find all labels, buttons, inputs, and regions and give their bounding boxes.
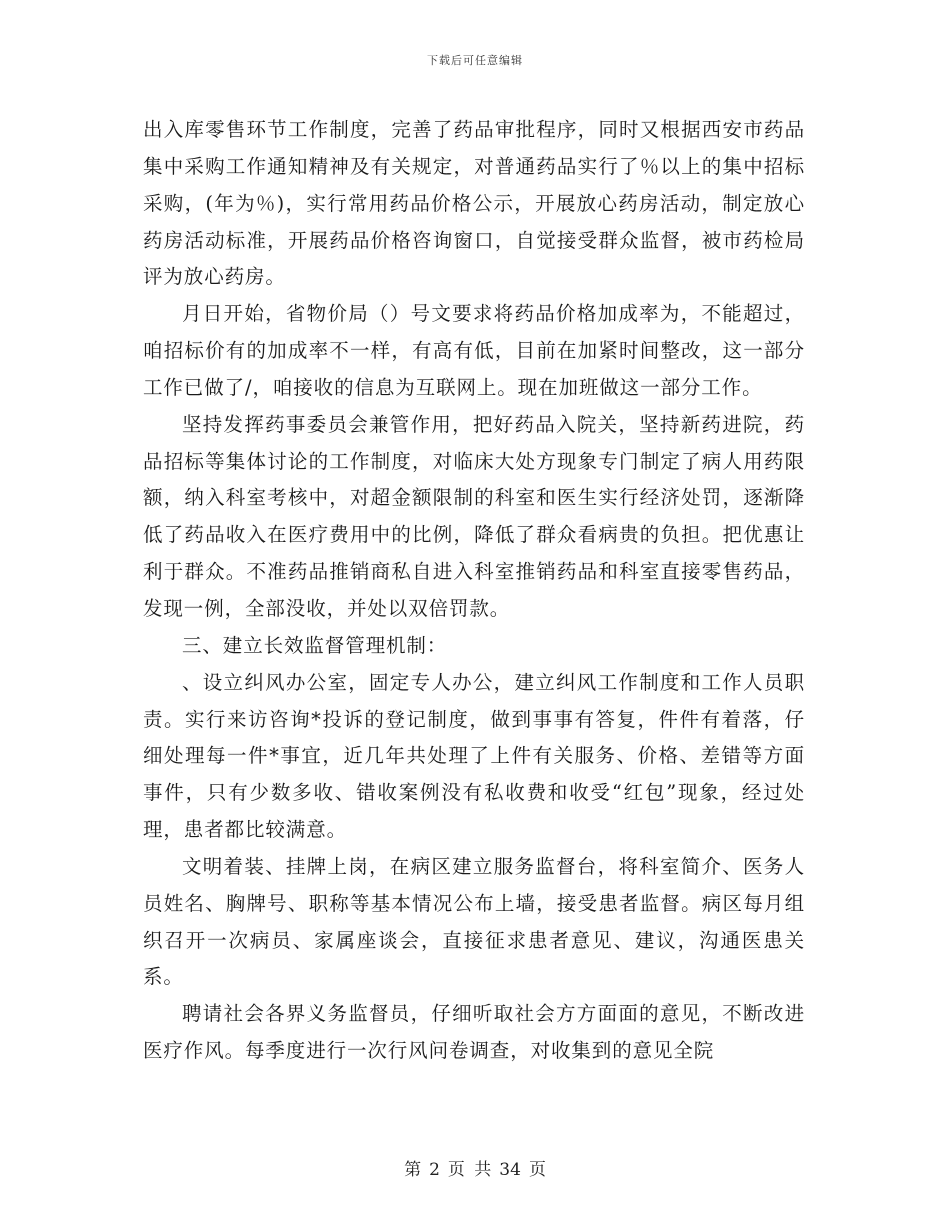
- page-header: 下载后可任意编辑: [427, 54, 523, 67]
- paragraph-7: 聘请社会各界义务监督员，仔细听取社会方方面面的意见，不断改进医疗作风。每季度进行一次行风问卷调查，对收集到的意见全院: [143, 1002, 805, 1063]
- footer-suffix: 页: [528, 1160, 546, 1180]
- document-body: [143, 112, 805, 1070]
- paragraph-5: 、设立纠风办公室，固定专人办公，建立纠风工作制度和工作人员职责。实行来访咨询*投诉的登记制度，做到事事有答复，件件有着落，仔细处理每一件*事宜，近几年共处理了上件有关服务、价格、差错等方面事件，只有少数多收、错收案例没有私收费和收受“红包”现象，经过处理，患者都比较满意。: [143, 670, 805, 842]
- paragraph-6: 文明着装、挂牌上岗，在病区建立服务监督台，将科室简介、医务人员姓名、胸牌号、职称等基本情况公布上墙，接受患者监督。病区每月组织召开一次病员、家属座谈会，直接征求患者意见、建议，沟通医患关系。: [143, 854, 805, 989]
- footer-middle: 页 共: [447, 1160, 492, 1180]
- paragraph-2: 月日开始，省物价局（）号文要求将药品价格加成率为，不能超过，咱招标价有的加成率不一样，有高有低，目前在加紧时间整改，这一部分工作已做了/，咱接收的信息为互联网上。现在加班做这一部分工作。: [143, 302, 805, 399]
- paragraph-3: 坚持发挥药事委员会兼管作用，把好药品入院关，坚持新药进院，药品招标等集体讨论的工作制度，对临床大处方现象专门制定了病人用药限额，纳入科室考核中，对超金额限制的科室和医生实行经济处罚，逐渐降低了药品收入在医疗费用中的比例，降低了群众看病贵的负担。把优惠让利于群众。不准药品推销商私自进入科室推销药品和科室直接零售药品，发现一例，全部没收，并处以双倍罚款。: [143, 412, 805, 620]
- page-number: 2: [429, 1160, 440, 1180]
- section-heading-3: 三、建立长效监督管理机制：: [182, 633, 448, 657]
- footer-prefix: 第: [404, 1160, 422, 1180]
- total-pages: 34: [499, 1160, 521, 1180]
- page-footer: [0, 1155, 950, 1180]
- paragraph-1: 出入库零售环节工作制度，完善了药品审批程序，同时又根据西安市药品集中采购工作通知精神及有关规定，对普通药品实行了％以上的集中招标采购，(年为％)，实行常用药品价格公示，开展放心药房活动，制定放心药房活动标准，开展药品价格咨询窗口，自觉接受群众监督，被市药检局评为放心药房。: [143, 118, 805, 289]
